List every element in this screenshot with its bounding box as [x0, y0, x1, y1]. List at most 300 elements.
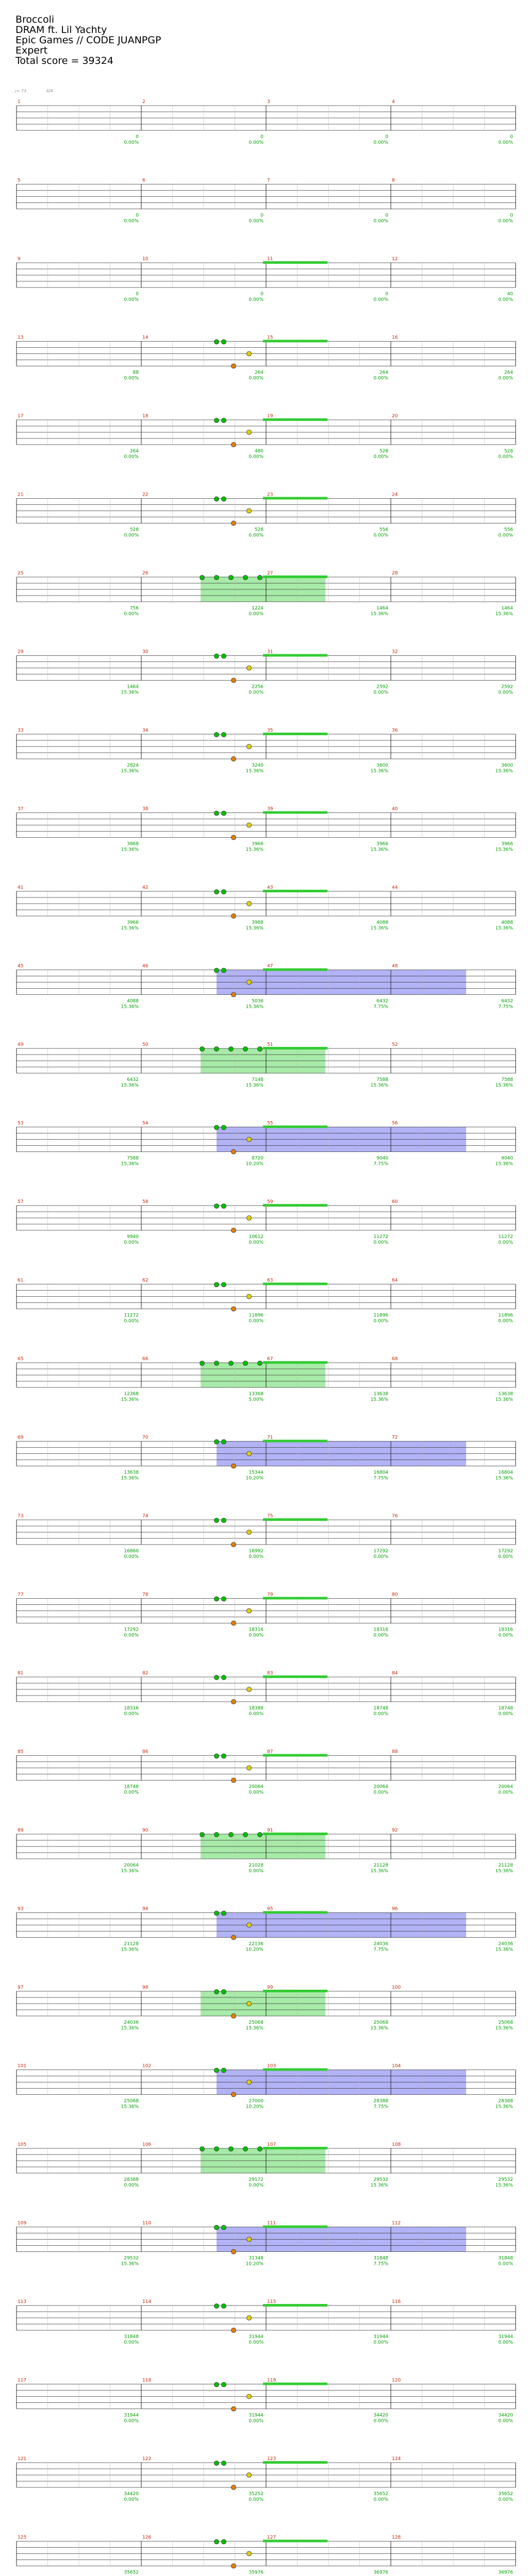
measure-percent: 0.00% [124, 1711, 139, 1717]
measure-score: 528 [379, 449, 388, 454]
measure-number: 99 [267, 1985, 273, 1990]
measure-score: 11272 [124, 1313, 139, 1318]
measure-percent: 15.36% [121, 769, 139, 774]
measure-number: 52 [392, 1042, 398, 1047]
measure-score: 7588 [376, 1077, 388, 1082]
measure-percent: 15.36% [245, 769, 263, 774]
measure-number: 48 [392, 963, 398, 969]
yellow-note [247, 823, 252, 827]
measure-percent: 0.00% [124, 533, 139, 538]
measure-percent: 15.36% [495, 926, 513, 931]
measure-percent: 10.20% [245, 2261, 263, 2267]
measure-score: 5036 [252, 998, 263, 1004]
measure-score: 264 [254, 370, 263, 376]
measure-percent: 0.00% [498, 1633, 513, 1638]
green-note [214, 575, 219, 580]
measure-score: 3600 [376, 763, 388, 768]
measure-percent: 0.00% [498, 297, 513, 302]
measure-number: 71 [267, 1435, 273, 1440]
measure-score: 1224 [252, 606, 263, 611]
green-note [214, 2225, 219, 2230]
measure-number: 33 [18, 728, 24, 733]
measure-percent: 7.75% [373, 1161, 388, 1167]
measure-score: 16860 [124, 1549, 139, 1554]
measure-number: 50 [142, 1042, 148, 1047]
green-note [214, 1675, 219, 1680]
measure-percent: 7.75% [373, 1476, 388, 1481]
measure-number: 13 [18, 335, 24, 341]
measure-number: 83 [267, 1671, 273, 1676]
measure-number: 65 [18, 1357, 24, 1362]
measure-score: 29532 [124, 2256, 139, 2261]
green-note [222, 1439, 226, 1444]
measure-number: 72 [392, 1435, 398, 1440]
measure-number: 107 [267, 2142, 276, 2147]
measure-number: 119 [267, 2378, 276, 2383]
measure-number: 56 [392, 1121, 398, 1126]
orange-note [232, 1935, 236, 1940]
green-note [214, 1518, 219, 1523]
measure-score: 3868 [127, 841, 139, 847]
measure-score: 35976 [249, 2570, 263, 2575]
measure-score: 36976 [373, 2570, 388, 2575]
measure-score: 25068 [373, 2020, 388, 2025]
yellow-note [247, 1766, 252, 1770]
yellow-note [247, 2237, 252, 2242]
yellow-note [247, 351, 252, 356]
chart-row [16, 1754, 516, 1783]
measure-percent: 15.36% [370, 1397, 388, 1402]
green-note [214, 1282, 219, 1287]
measure-percent: 0.00% [249, 1240, 263, 1245]
measure-number: 102 [142, 2063, 152, 2069]
measure-score: 25068 [124, 2098, 139, 2104]
measure-number: 117 [18, 2378, 27, 2383]
measure-score: 1464 [376, 606, 388, 611]
chart-row [16, 1361, 516, 1388]
measure-score: 2256 [252, 684, 263, 690]
measure-score: 20064 [498, 1784, 513, 1790]
yellow-note [247, 509, 252, 513]
measure-percent: 15.36% [495, 1161, 513, 1167]
measure-score: 7588 [501, 1077, 513, 1082]
measure-percent: 15.36% [370, 769, 388, 774]
measure-percent: 0.00% [124, 2183, 139, 2188]
green-note [214, 1754, 219, 1758]
measure-number: 41 [18, 885, 24, 890]
measure-number: 1 [18, 99, 21, 105]
measure-number: 16 [392, 335, 398, 341]
measure-score: 0 [260, 213, 263, 218]
measure-percent: 0.00% [249, 2497, 263, 2502]
measure-number: 104 [392, 2063, 401, 2069]
measure-number: 62 [142, 1278, 148, 1283]
measure-score: 3966 [376, 841, 388, 847]
chart-row [16, 2225, 516, 2254]
green-note [214, 2382, 219, 2387]
measure-score: 11896 [249, 1313, 263, 1318]
measure-number: 60 [392, 1199, 398, 1205]
green-note [200, 1361, 205, 1366]
green-note [214, 890, 219, 894]
measure-score: 16804 [373, 1470, 388, 1476]
measure-percent: 15.36% [495, 2183, 513, 2188]
measure-score: 20064 [124, 1863, 139, 1868]
green-note [214, 2539, 219, 2544]
measure-percent: 15.36% [370, 2183, 388, 2188]
chart-row [16, 2068, 516, 2097]
chart-row [16, 1204, 516, 1233]
measure-percent: 0.00% [124, 140, 139, 145]
green-note [214, 2461, 219, 2466]
measure-percent: 15.36% [245, 1083, 263, 1088]
measure-number: 42 [142, 885, 148, 890]
measure-number: 80 [392, 1592, 398, 1598]
measure-percent: 0.00% [498, 1318, 513, 1324]
measure-score: 18316 [373, 1627, 388, 1633]
measure-number: 111 [267, 2221, 276, 2226]
green-note [222, 1754, 226, 1758]
measure-percent: 0.00% [249, 612, 263, 617]
chart-row [16, 1282, 516, 1311]
chart-row [16, 575, 516, 602]
orange-note [232, 521, 236, 526]
measure-number: 11 [267, 257, 273, 262]
measure-percent: 0.00% [124, 612, 139, 617]
measure-percent: 0.00% [249, 1869, 263, 1874]
measure-number: 27 [267, 571, 273, 576]
measure-number: 39 [267, 806, 273, 812]
measure-number: 76 [392, 1514, 398, 1519]
measure-percent: 0.00% [124, 1633, 139, 1638]
measure-percent: 0.00% [249, 533, 263, 538]
measure-number: 3 [267, 99, 270, 105]
measure-number: 123 [267, 2456, 276, 2462]
measure-score: 13638 [124, 1470, 139, 1476]
chart-row [16, 1518, 516, 1547]
measure-percent: 0.00% [124, 1554, 139, 1560]
measure-score: 34420 [124, 2492, 139, 2497]
orange-note [232, 1700, 236, 1704]
green-note [214, 1125, 219, 1130]
green-note [222, 1125, 226, 1130]
measure-number: 64 [392, 1278, 398, 1283]
measure-score: 3966 [252, 841, 263, 847]
measure-percent: 15.36% [495, 847, 513, 853]
measure-percent: 15.36% [495, 612, 513, 617]
green-note [222, 497, 226, 501]
measure-number: 128 [392, 2535, 401, 2540]
measure-number: 12 [392, 257, 398, 262]
measure-percent: 0.00% [124, 2340, 139, 2345]
orange-note [232, 914, 236, 919]
measure-percent: 15.36% [121, 1161, 139, 1167]
measure-score: 0 [260, 134, 263, 140]
measure-percent: 15.36% [121, 847, 139, 853]
green-note [222, 1597, 226, 1601]
measure-score: 6432 [501, 998, 513, 1004]
chart-row [16, 106, 516, 130]
measure-number: 34 [142, 728, 148, 733]
chart-row [16, 2382, 516, 2411]
measure-score: 31944 [373, 2334, 388, 2340]
measure-percent: 0.00% [373, 1633, 388, 1638]
measure-score: 17292 [124, 1627, 139, 1633]
measure-number: 35 [267, 728, 273, 733]
green-note [222, 1990, 226, 1994]
green-note [214, 1439, 219, 1444]
green-note [214, 1361, 219, 1366]
measure-percent: 0.00% [498, 376, 513, 381]
time-signature: 4/4 [46, 89, 53, 93]
measure-number: 40 [392, 806, 398, 812]
measure-percent: 0.00% [373, 1790, 388, 1795]
measure-score: 11896 [373, 1313, 388, 1318]
measure-percent: 0.00% [124, 2418, 139, 2424]
yellow-note [247, 902, 252, 906]
measure-percent: 0.00% [498, 218, 513, 224]
measure-percent: 7.75% [498, 1004, 513, 1010]
chart-row [16, 2461, 516, 2490]
measure-score: 0 [136, 134, 139, 140]
measure-number: 90 [142, 1828, 148, 1833]
measure-percent: 0.00% [124, 376, 139, 381]
chart-row [16, 1125, 516, 1154]
green-note [229, 1361, 234, 1366]
green-note [222, 1204, 226, 1209]
measure-percent: 10.20% [245, 1476, 263, 1481]
measure-percent: 7.75% [373, 1004, 388, 1010]
measure-percent: 0.00% [249, 1633, 263, 1638]
measure-score: 556 [504, 527, 513, 533]
chart-row [16, 418, 516, 447]
measure-number: 57 [18, 1199, 24, 1205]
measure-percent: 0.00% [249, 218, 263, 224]
measure-number: 17 [18, 414, 24, 419]
yellow-note [247, 2394, 252, 2399]
measure-score: 27000 [249, 2098, 263, 2104]
measure-number: 122 [142, 2456, 152, 2462]
measure-score: 25068 [249, 2020, 263, 2025]
measure-percent: 0.00% [249, 2418, 263, 2424]
measure-number: 7 [267, 178, 270, 183]
measure-percent: 0.00% [498, 690, 513, 696]
song-title: Broccoli [15, 14, 55, 25]
tempo-marker: ♩= 73 [14, 89, 27, 93]
measure-score: 18316 [498, 1627, 513, 1633]
measure-score: 12368 [124, 1392, 139, 1397]
measure-score: 9940 [127, 1234, 139, 1240]
orange-note [232, 2406, 236, 2411]
measure-score: 3988 [252, 920, 263, 925]
measure-score: 3600 [501, 763, 513, 768]
measure-number: 78 [142, 1592, 148, 1598]
measure-number: 14 [142, 335, 148, 341]
measure-number: 32 [392, 649, 398, 655]
measure-number: 29 [18, 649, 24, 655]
measure-number: 55 [267, 1121, 273, 1126]
measure-percent: 0.00% [249, 690, 263, 696]
yellow-note [247, 430, 252, 435]
yellow-note [247, 2080, 252, 2084]
measure-number: 75 [267, 1514, 273, 1519]
measure-number: 98 [142, 1985, 148, 1990]
measure-score: 25068 [498, 2020, 513, 2025]
measure-number: 109 [18, 2221, 27, 2226]
measure-number: 87 [267, 1749, 273, 1755]
measure-number: 108 [392, 2142, 401, 2147]
measure-number: 74 [142, 1514, 148, 1519]
measure-number: 100 [392, 1985, 401, 1990]
measure-number: 113 [18, 2299, 27, 2304]
measure-number: 6 [142, 178, 145, 183]
green-note [200, 575, 205, 580]
measure-score: 264 [129, 449, 139, 454]
measure-number: 25 [18, 571, 24, 576]
measure-number: 106 [142, 2142, 152, 2147]
green-note [222, 811, 226, 816]
measure-percent: 0.00% [249, 1790, 263, 1795]
measure-percent: 0.00% [124, 1240, 139, 1245]
chart-row [16, 811, 516, 840]
measure-number: 18 [142, 414, 148, 419]
measure-score: 0 [136, 292, 139, 297]
measure-number: 47 [267, 963, 273, 969]
measure-number: 69 [18, 1435, 24, 1440]
measure-number: 66 [142, 1357, 148, 1362]
green-note [258, 1047, 262, 1052]
measure-percent: 15.36% [245, 1004, 263, 1010]
measure-score: 20064 [373, 1784, 388, 1790]
yellow-note [247, 2551, 252, 2556]
green-note [222, 2382, 226, 2387]
measure-percent: 0.00% [498, 1554, 513, 1560]
chart-row [16, 2539, 516, 2568]
green-note [222, 2304, 226, 2309]
measure-percent: 0.00% [124, 454, 139, 460]
measure-percent: 15.36% [121, 690, 139, 696]
measure-percent: 0.00% [373, 297, 388, 302]
measure-score: 35652 [124, 2570, 139, 2575]
measure-percent: 15.36% [495, 769, 513, 774]
measure-percent: 0.00% [498, 1240, 513, 1245]
measure-number: 124 [392, 2456, 401, 2462]
measure-number: 31 [267, 649, 273, 655]
measure-percent: 0.00% [249, 376, 263, 381]
measure-number: 67 [267, 1357, 273, 1362]
measure-number: 116 [392, 2299, 401, 2304]
green-note [214, 1990, 219, 1994]
song-artist: DRAM ft. Lil Yachty [15, 24, 107, 36]
measure-score: 31848 [124, 2334, 139, 2340]
orange-note [232, 1307, 236, 1311]
measure-percent: 10.20% [245, 2104, 263, 2110]
yellow-note [247, 1451, 252, 1456]
measure-score: 35252 [249, 2492, 263, 2497]
measure-percent: 15.36% [121, 1476, 139, 1481]
measure-percent: 15.36% [121, 1947, 139, 1953]
orange-note [232, 2328, 236, 2333]
orange-note [232, 1778, 236, 1783]
measure-number: 63 [267, 1278, 273, 1283]
measure-number: 30 [142, 649, 148, 655]
measure-score: 6432 [376, 998, 388, 1004]
measure-number: 20 [392, 414, 398, 419]
measure-number: 92 [392, 1828, 398, 1833]
green-note [214, 2147, 219, 2151]
measure-score: 13368 [249, 1392, 263, 1397]
measure-score: 29532 [498, 2177, 513, 2182]
measure-percent: 15.36% [495, 2026, 513, 2031]
green-note [214, 340, 219, 344]
measure-number: 15 [267, 335, 273, 341]
measure-percent: 15.36% [495, 1869, 513, 1874]
chart-row [16, 1911, 516, 1940]
green-note [214, 1047, 219, 1052]
measure-score: 1464 [127, 684, 139, 690]
chart-row [16, 654, 516, 683]
measure-percent: 0.00% [373, 533, 388, 538]
measure-percent: 15.36% [495, 1083, 513, 1088]
measure-score: 4088 [501, 920, 513, 925]
measure-score: 13638 [373, 1392, 388, 1397]
measure-number: 84 [392, 1671, 398, 1676]
green-note [243, 1361, 248, 1366]
yellow-note [247, 2002, 252, 2006]
measure-percent: 15.36% [121, 1869, 139, 1874]
measure-number: 93 [18, 1906, 24, 1912]
measure-percent: 0.00% [373, 454, 388, 460]
measure-percent: 0.00% [373, 2418, 388, 2424]
green-note [243, 2147, 248, 2151]
green-note [258, 575, 262, 580]
measure-number: 43 [267, 885, 273, 890]
orange-note [232, 2249, 236, 2254]
measure-score: 2592 [501, 684, 513, 690]
measure-score: 29532 [373, 2177, 388, 2182]
measure-score: 264 [379, 370, 388, 376]
measure-number: 37 [18, 806, 24, 812]
orange-note [232, 757, 236, 761]
measure-score: 21128 [498, 1863, 513, 1868]
measure-number: 88 [392, 1749, 398, 1755]
difficulty-label: Expert [15, 45, 48, 56]
measure-number: 77 [18, 1592, 24, 1598]
measure-number: 36 [392, 728, 398, 733]
measure-score: 0 [510, 134, 513, 140]
orange-note [232, 1228, 236, 1233]
measure-percent: 0.00% [498, 1711, 513, 1717]
yellow-note [247, 2316, 252, 2320]
measure-score: 1464 [501, 606, 513, 611]
measure-percent: 0.00% [249, 2340, 263, 2345]
measure-score: 40 [507, 292, 513, 297]
measure-score: 0 [385, 213, 388, 218]
measure-score: 2824 [127, 763, 139, 768]
measure-score: 18316 [124, 1706, 139, 1711]
measure-percent: 15.36% [121, 926, 139, 931]
measure-percent: 0.00% [373, 140, 388, 145]
measure-score: 17292 [498, 1549, 513, 1554]
measure-percent: 0.00% [373, 1711, 388, 1717]
yellow-note [247, 1530, 252, 1535]
chart-row [16, 890, 516, 919]
green-note [222, 654, 226, 658]
measure-score: 15344 [249, 1470, 263, 1476]
chart-row [16, 340, 516, 368]
measure-score: 13638 [498, 1392, 513, 1397]
measure-score: 7588 [127, 1156, 139, 1161]
